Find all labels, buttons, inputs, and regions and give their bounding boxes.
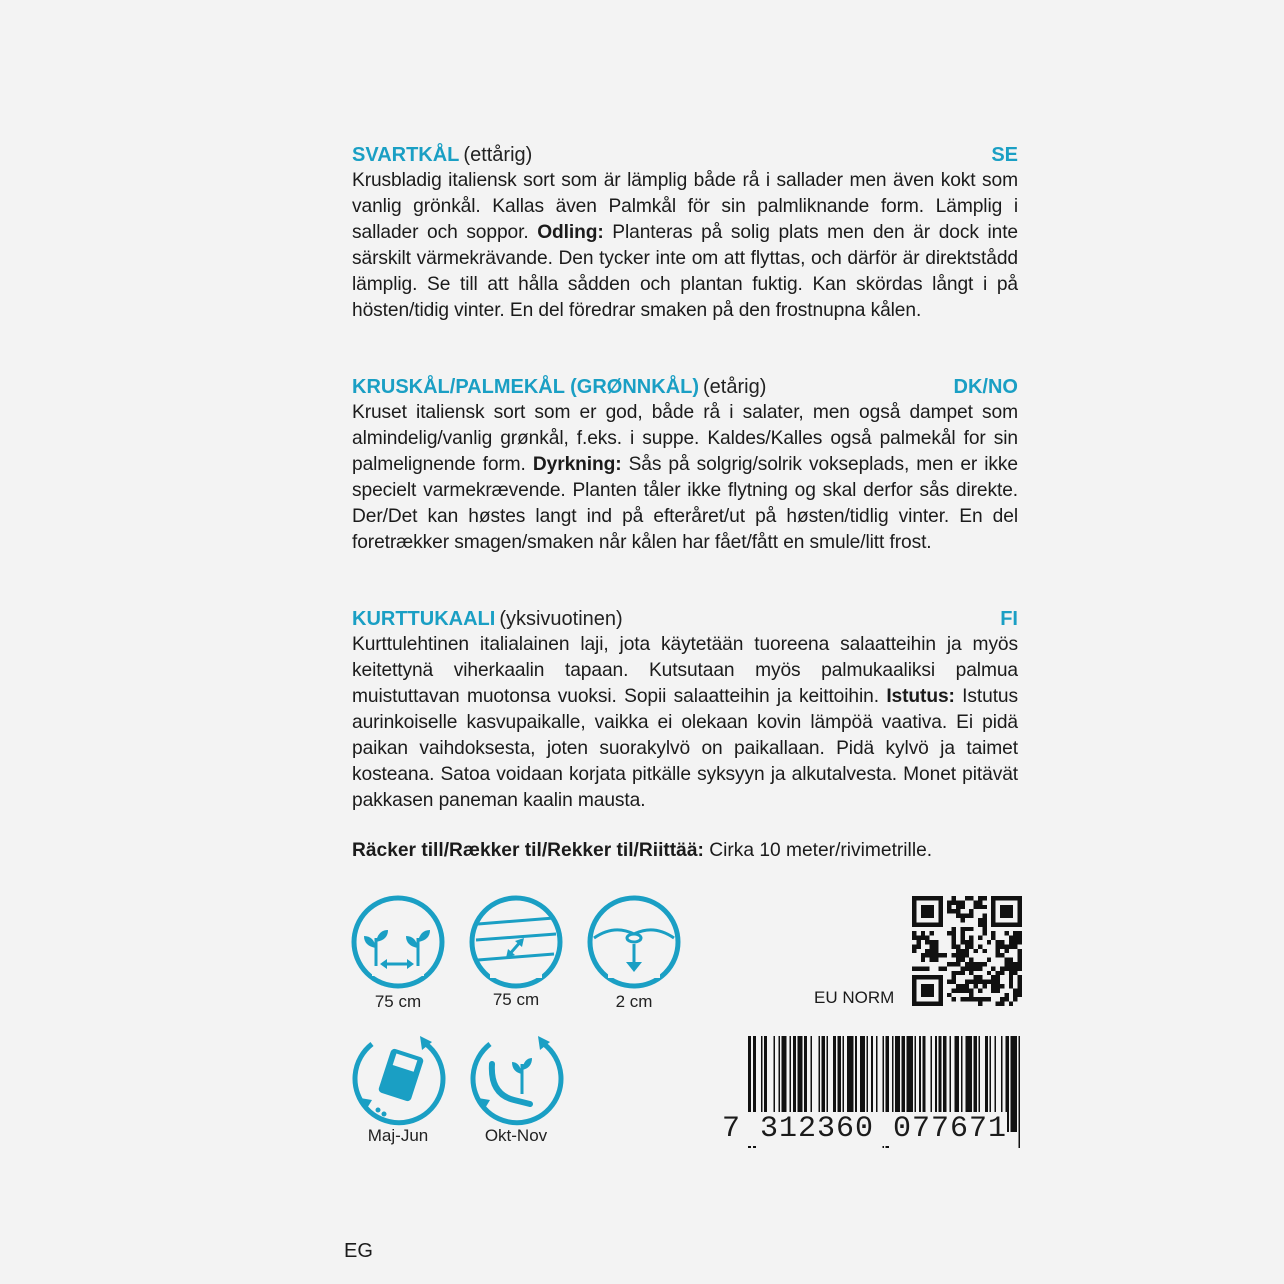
- row-spacing-icon: [468, 894, 564, 990]
- sowing-time-label: Maj-Jun: [367, 1126, 429, 1145]
- section-subtitle: (etårig): [703, 376, 767, 398]
- plant-spacing-label: 75 cm: [374, 992, 422, 1011]
- section-header: [352, 374, 1018, 400]
- body-text: Krusbladig italiensk sort som är lämplig både rå i sallader men även kokt som vanlig grönkål. Kallas även Palmkål för sin palmliknande form. Lämplig i sallader och soppor.: [352, 170, 1018, 243]
- section-fi: [352, 606, 1018, 814]
- body-text: Planteras på solig plats men den är dock inte särskilt värmekrävande. Den tycker inte om att flyttas, och därför är direktstådd lämplig. Se till att hålla sådden och plantan fuktig. Kan skördas långt i på hösten/tidig vinter. En del föredrar smaken på den frostnupna kålen.: [352, 222, 1018, 321]
- section-title: KRUSKÅL/PALMEKÅL (GRØNNKÅL): [352, 376, 700, 398]
- body-text: Kurttulehtinen italialainen laji, jota käytetään tuoreena salaatteihin ja myös keitettynä viherkaalin tapaan. Kutsutaan myös palmukaaliksi palmua muistuttavan muotonsa vuoksi. Sopii salaatteihin ja keittoihin.: [352, 634, 1018, 707]
- section-dk-no: [352, 374, 1018, 556]
- sowing-time-icon: [350, 1030, 446, 1126]
- row-spacing-label: 75 cm: [492, 990, 540, 1009]
- body-text: Sås på solgrig/solrik vokseplads, men er ikke specielt varmekrævende. Planten tåler ikke flytning og skal derfor sås direkte. Der/Det kan høstes langt ind på efteråret/ut på høsten/tidlig vinter. En del foretrækker smagen/smaken når kålen har fået/fått en smule/litt frost.: [352, 454, 1018, 553]
- footer-code: EG: [344, 1240, 373, 1262]
- section-body: [352, 168, 1018, 324]
- coverage-line: [352, 838, 932, 864]
- section-subtitle: (ettårig): [463, 144, 533, 166]
- language-code: SE: [991, 144, 1018, 166]
- sowing-depth-icon: [586, 894, 682, 990]
- section-se: [352, 142, 1018, 324]
- body-text: Istutus aurinkoiselle kasvupaikalle, vaikka ei olekaan kovin lämpöä vaativa. Ei pidä paikan vaihdoksesta, joten suorakylvö on paikallaan. Pidä kylvö ja taimet kosteana. Satoa voidaan korjata pitkälle syksyyn ja alkutalvesta. Monet pitävät pakkasen paneman kaalin mausta.: [352, 686, 1018, 811]
- section-subtitle: (yksivuotinen): [499, 608, 623, 630]
- body-bold-label: Dyrkning:: [532, 454, 622, 475]
- barcode-number: 7 312360 077671: [722, 1112, 1008, 1146]
- body-bold-label: Odling:: [537, 222, 604, 243]
- eu-norm-label: EU NORM: [814, 988, 895, 1007]
- harvest-time-icon: [468, 1030, 564, 1126]
- section-header: [352, 142, 1018, 168]
- body-text: Kruset italiensk sort som er god, både rå i salater, men også dampet som almindelig/vanlig grønkål, f.eks. i suppe. Kaldes/Kalles også palmekål for sin palmelignende form.: [352, 402, 1018, 475]
- section-header: [352, 606, 1018, 632]
- section-title: SVARTKÅL: [352, 144, 460, 166]
- language-code: DK/NO: [953, 376, 1018, 398]
- qr-code: [912, 896, 1022, 1006]
- sowing-depth-label: 2 cm: [615, 992, 653, 1011]
- section-title: KURTTUKAALI: [352, 608, 496, 630]
- plant-spacing-icon: [350, 894, 446, 990]
- body-bold-label: Istutus:: [886, 686, 955, 707]
- coverage-label: Räcker till/Rækker til/Rekker til/Riittää:: [352, 840, 704, 861]
- section-body: [352, 400, 1018, 556]
- section-body: [352, 632, 1018, 814]
- language-code: FI: [1000, 608, 1018, 630]
- harvest-time-label: Okt-Nov: [484, 1126, 548, 1145]
- coverage-value: Cirka 10 meter/rivimetrille.: [703, 840, 933, 861]
